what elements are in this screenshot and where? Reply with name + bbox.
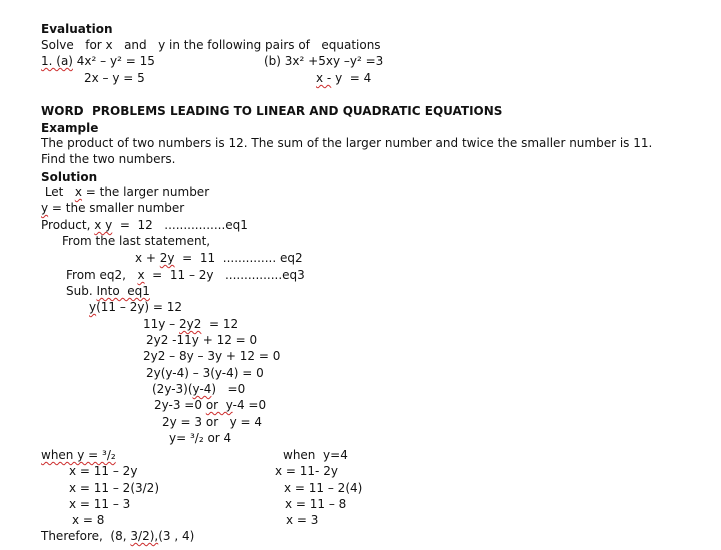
from-eq2-x: x: [137, 268, 145, 282]
problem-1a-eq1: [41, 53, 155, 69]
step-7-or: or y: [205, 398, 233, 412]
step-2-suffix: = 12: [201, 317, 239, 331]
from-eq2-prefix: From eq2,: [66, 268, 138, 282]
conclusion-mid: 3/2),: [130, 529, 159, 543]
case-right-line-3: x = 11 – 8: [285, 497, 347, 511]
eq2-prefix: x +: [135, 251, 160, 265]
step-7-suffix: -4 =0: [232, 398, 267, 412]
step-6: [152, 381, 245, 397]
solution-heading: Solution: [41, 170, 98, 184]
problem-1a-eq1-text: 4x² – y² = 15: [72, 54, 155, 68]
sub-prefix: Sub.: [66, 284, 97, 298]
step-1: [89, 299, 182, 315]
example-text-line-1: The product of two numbers is 12. The sum of the larger number and twice the smaller number is 11.: [41, 136, 653, 150]
step-6-suffix: ) =0: [211, 382, 246, 396]
solution-y-line: [41, 200, 184, 216]
problem-1b-eq2: [316, 70, 371, 86]
case-left-line-1: x = 11 – 2y: [69, 464, 138, 478]
step-2-prefix: 11y –: [143, 317, 179, 331]
step-6-mid: y-4: [192, 382, 212, 396]
eq2-2y: 2y: [159, 251, 175, 265]
product-prefix: Product,: [41, 218, 95, 232]
case-right-line-2: x = 11 – 2(4): [284, 481, 363, 495]
last-statement-line: From the last statement,: [62, 234, 211, 248]
from-eq2-line: [66, 267, 305, 283]
case-right-line-1: x = 11- 2y: [275, 464, 338, 478]
step-5: 2y(y-4) – 3(y-4) = 0: [146, 366, 264, 380]
problem-1a-label: 1. (a): [41, 54, 73, 68]
case-left-line-4: x = 8: [72, 513, 105, 527]
case-right-heading: when y=4: [283, 448, 348, 462]
step-9: y= ³/₂ or 4: [169, 431, 232, 445]
step-4: 2y2 – 8y – 3y + 12 = 0: [143, 349, 281, 363]
from-eq2-suffix: = 11 – 2y ...............eq3: [144, 268, 305, 282]
step-3: 2y2 -11y + 12 = 0: [146, 333, 258, 347]
solution-let-line: [41, 184, 209, 200]
case-right-line-4: x = 3: [286, 513, 319, 527]
evaluation-heading: Evaluation: [41, 22, 113, 36]
step-1-rest: (11 – 2y) = 12: [96, 300, 183, 314]
problem-1b-eq1: [264, 53, 383, 69]
eq2-line: [135, 250, 303, 266]
step-7: [154, 397, 266, 413]
sub-into: Into eq1: [96, 284, 150, 298]
y-variable: y: [41, 201, 49, 215]
step-8: 2y = 3 or y = 4: [162, 415, 263, 429]
case-left-heading: when y = ³/₂: [41, 448, 116, 462]
product-line: [41, 217, 248, 233]
step-6-prefix: (2y-3)(: [152, 382, 193, 396]
step-2-2y2: 2y2: [179, 317, 202, 331]
step-2: [143, 316, 238, 332]
conclusion-suffix: (3 , 4): [158, 529, 195, 543]
conclusion-prefix: Therefore, (8,: [41, 529, 131, 543]
case-left-line-2: x = 11 – 2(3/2): [69, 481, 159, 495]
eq2-suffix: = 11 .............. eq2: [174, 251, 303, 265]
problem-1b-label: (b): [264, 54, 281, 68]
product-xy: x y: [94, 218, 113, 232]
let-suffix: = the larger number: [81, 185, 210, 199]
section-title: WORD PROBLEMS LEADING TO LINEAR AND QUADRATIC EQUATIONS: [41, 104, 503, 118]
problem-1a-eq2: 2x – y = 5: [84, 71, 145, 85]
example-text-line-2: Find the two numbers.: [41, 152, 176, 166]
problem-1b-eq2-x: x -: [316, 71, 332, 85]
evaluation-instruction: Solve for x and y in the following pairs of equations: [41, 38, 381, 52]
example-heading: Example: [41, 121, 99, 135]
sub-line: [66, 283, 150, 299]
step-1-y: y: [89, 300, 97, 314]
product-suffix: = 12 ................eq1: [112, 218, 248, 232]
y-definition: = the smaller number: [48, 201, 185, 215]
let-prefix: Let: [41, 185, 75, 199]
problem-1b-eq2-rest: y = 4: [331, 71, 372, 85]
problem-1b-eq1-text: 3x² +5xy –y² =3: [280, 54, 384, 68]
step-7-prefix: 2y-3 =0: [154, 398, 206, 412]
conclusion-line: [41, 528, 194, 544]
case-left-line-3: x = 11 – 3: [69, 497, 131, 511]
let-x: x: [74, 185, 82, 199]
